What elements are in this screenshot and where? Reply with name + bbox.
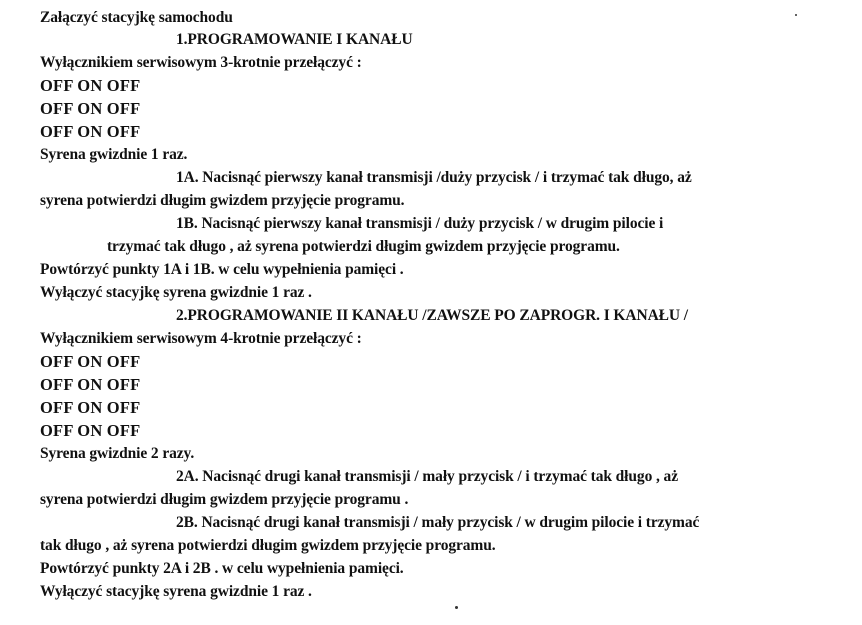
scan-speck: [795, 14, 797, 16]
step-1b-continuation: trzymać tak długo , aż syrena potwierdzi długim gwizdem przyjęcie programu.: [107, 238, 620, 255]
switch-sequence-line: OFF ON OFF: [40, 398, 141, 417]
switch-sequence-line: OFF ON OFF: [40, 99, 141, 118]
instruction-line-service-switch-3x: Wyłącznikiem serwisowym 3-krotnie przełączyć :: [40, 54, 362, 71]
instruction-line-service-switch-4x: Wyłącznikiem serwisowym 4-krotnie przełączyć :: [40, 330, 362, 347]
ignition-off-line-2: Wyłączyć stacyjkę syrena gwizdnie 1 raz .: [40, 583, 312, 600]
switch-sequence-line: OFF ON OFF: [40, 352, 141, 371]
section-heading-channel-2: 2.PROGRAMOWANIE II KANAŁU /ZAWSZE PO ZAPROGR. I KANAŁU /: [176, 307, 688, 324]
siren-line-2-beeps: Syrena gwizdnie 2 razy.: [40, 445, 195, 462]
switch-sequence-line: OFF ON OFF: [40, 421, 141, 440]
step-2a-line: 2A. Nacisnąć drugi kanał transmisji / mały przycisk / i trzymać tak długo , aż: [176, 468, 678, 485]
scan-speck: [455, 606, 458, 609]
repeat-1a-1b-line: Powtórzyć punkty 1A i 1B. w celu wypełnienia pamięci .: [40, 261, 404, 278]
siren-line-1-beep: Syrena gwizdnie 1 raz.: [40, 146, 188, 163]
step-1a-line: 1A. Nacisnąć pierwszy kanał transmisji /duży przycisk / i trzymać tak długo, aż: [176, 169, 692, 186]
step-2a-continuation: syrena potwierdzi długim gwizdem przyjęcie programu .: [40, 491, 409, 508]
instruction-line-ignition-on: Załączyć stacyjkę samochodu: [40, 9, 233, 26]
repeat-2a-2b-line: Powtórzyć punkty 2A i 2B . w celu wypełnienia pamięci.: [40, 560, 404, 577]
switch-sequence-line: OFF ON OFF: [40, 375, 141, 394]
section-heading-channel-1: 1.PROGRAMOWANIE I KANAŁU: [176, 31, 413, 48]
step-2b-continuation: tak długo , aż syrena potwierdzi długim gwizdem przyjęcie programu.: [40, 537, 496, 554]
switch-sequence-line: OFF ON OFF: [40, 122, 141, 141]
switch-sequence-line: OFF ON OFF: [40, 76, 141, 95]
step-1a-continuation: syrena potwierdzi długim gwizdem przyjęcie programu.: [40, 192, 405, 209]
ignition-off-line-1: Wyłączyć stacyjkę syrena gwizdnie 1 raz .: [40, 284, 312, 301]
step-1b-line: 1B. Nacisnąć pierwszy kanał transmisji / duży przycisk / w drugim pilocie i: [176, 215, 664, 232]
step-2b-line: 2B. Nacisnąć drugi kanał transmisji / mały przycisk / w drugim pilocie i trzymać: [176, 514, 700, 531]
